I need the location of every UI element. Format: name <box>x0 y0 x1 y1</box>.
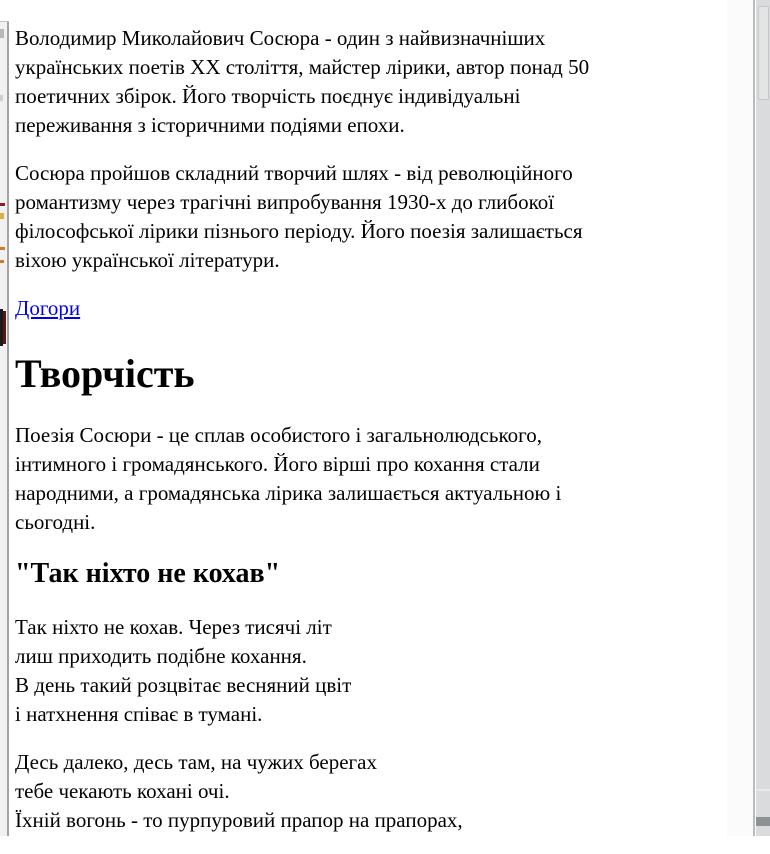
text-line: переживання з історичними подіями епохи. <box>15 113 405 137</box>
text-line: Володимир Миколайович Сосюра - один з найвизначніших <box>15 26 546 50</box>
section-heading-tvorchist: Творчість <box>15 351 195 396</box>
text-line: філософської лірики пізнього періоду. Його поезія залишається <box>15 219 583 243</box>
poetry-overview-paragraph <box>15 421 721 537</box>
poem-line: лиш приходить подібне кохання. <box>15 644 307 668</box>
poem-line: В день такий розцвітає весняний цвіт <box>15 673 352 697</box>
poem-title-heading: "Так ніхто не кохав" <box>15 558 281 589</box>
poem-line: тебе чекають кохані очі. <box>15 779 230 803</box>
text-line: інтимного і громадянського. Його вірші про кохання стали <box>15 452 540 476</box>
text-line: Поезія Сосюри - це сплав особистого і загальнолюдського, <box>15 423 542 447</box>
intro-paragraph <box>15 24 721 140</box>
scrollbar-right-border <box>753 0 755 836</box>
left-sliver-fragment <box>0 203 5 206</box>
text-line: поетичних збірок. Його творчість поєднує індивідуальні <box>15 84 521 108</box>
text-line: народними, а громадянська лірика залишається актуальною і <box>15 481 562 505</box>
outer-scrollbar-dark-band <box>756 817 770 826</box>
outer-scrollbar-thumb[interactable] <box>758 6 769 100</box>
outer-window-scrollbar[interactable] <box>756 0 770 836</box>
content-frame-left-border <box>7 22 9 836</box>
text-line: віхою української літератури. <box>15 248 280 272</box>
text-line: романтизму через трагічні випробування 1930-х до глибокої <box>15 190 555 214</box>
poem-line: Їхній вогонь - то пурпуровий прапор на прапорах, <box>15 808 463 832</box>
left-sliver-fragment <box>0 95 3 101</box>
poem-line: Так ніхто не кохав. Через тисячі літ <box>15 615 332 639</box>
poem-stanza <box>15 748 721 835</box>
left-sliver-fragment <box>0 213 4 219</box>
text-line: сьогодні. <box>15 510 96 534</box>
content-frame-top-border <box>0 21 9 22</box>
poem-line: і натхнення співає в тумані. <box>15 702 263 726</box>
left-sliver-fragment <box>3 311 6 344</box>
back-to-top-link[interactable]: Догори <box>15 296 81 320</box>
poem-line: Десь далеко, десь там, на чужих берегах <box>15 750 377 774</box>
content-scrollbar[interactable] <box>727 0 753 836</box>
text-line: Сосюра пройшов складний творчий шлях - від революційного <box>15 161 573 185</box>
poem-stanza <box>15 613 721 729</box>
left-sliver-fragment <box>0 247 5 250</box>
top-link-paragraph <box>15 294 721 323</box>
creative-path-paragraph <box>15 159 721 275</box>
left-sliver-fragment <box>0 260 4 263</box>
left-sliver-fragment <box>0 29 4 38</box>
text-line: українських поетів ХХ століття, майстер лірики, автор понад 50 <box>15 55 590 79</box>
article-content <box>15 0 721 854</box>
outer-scrollbar-divider <box>756 789 770 791</box>
